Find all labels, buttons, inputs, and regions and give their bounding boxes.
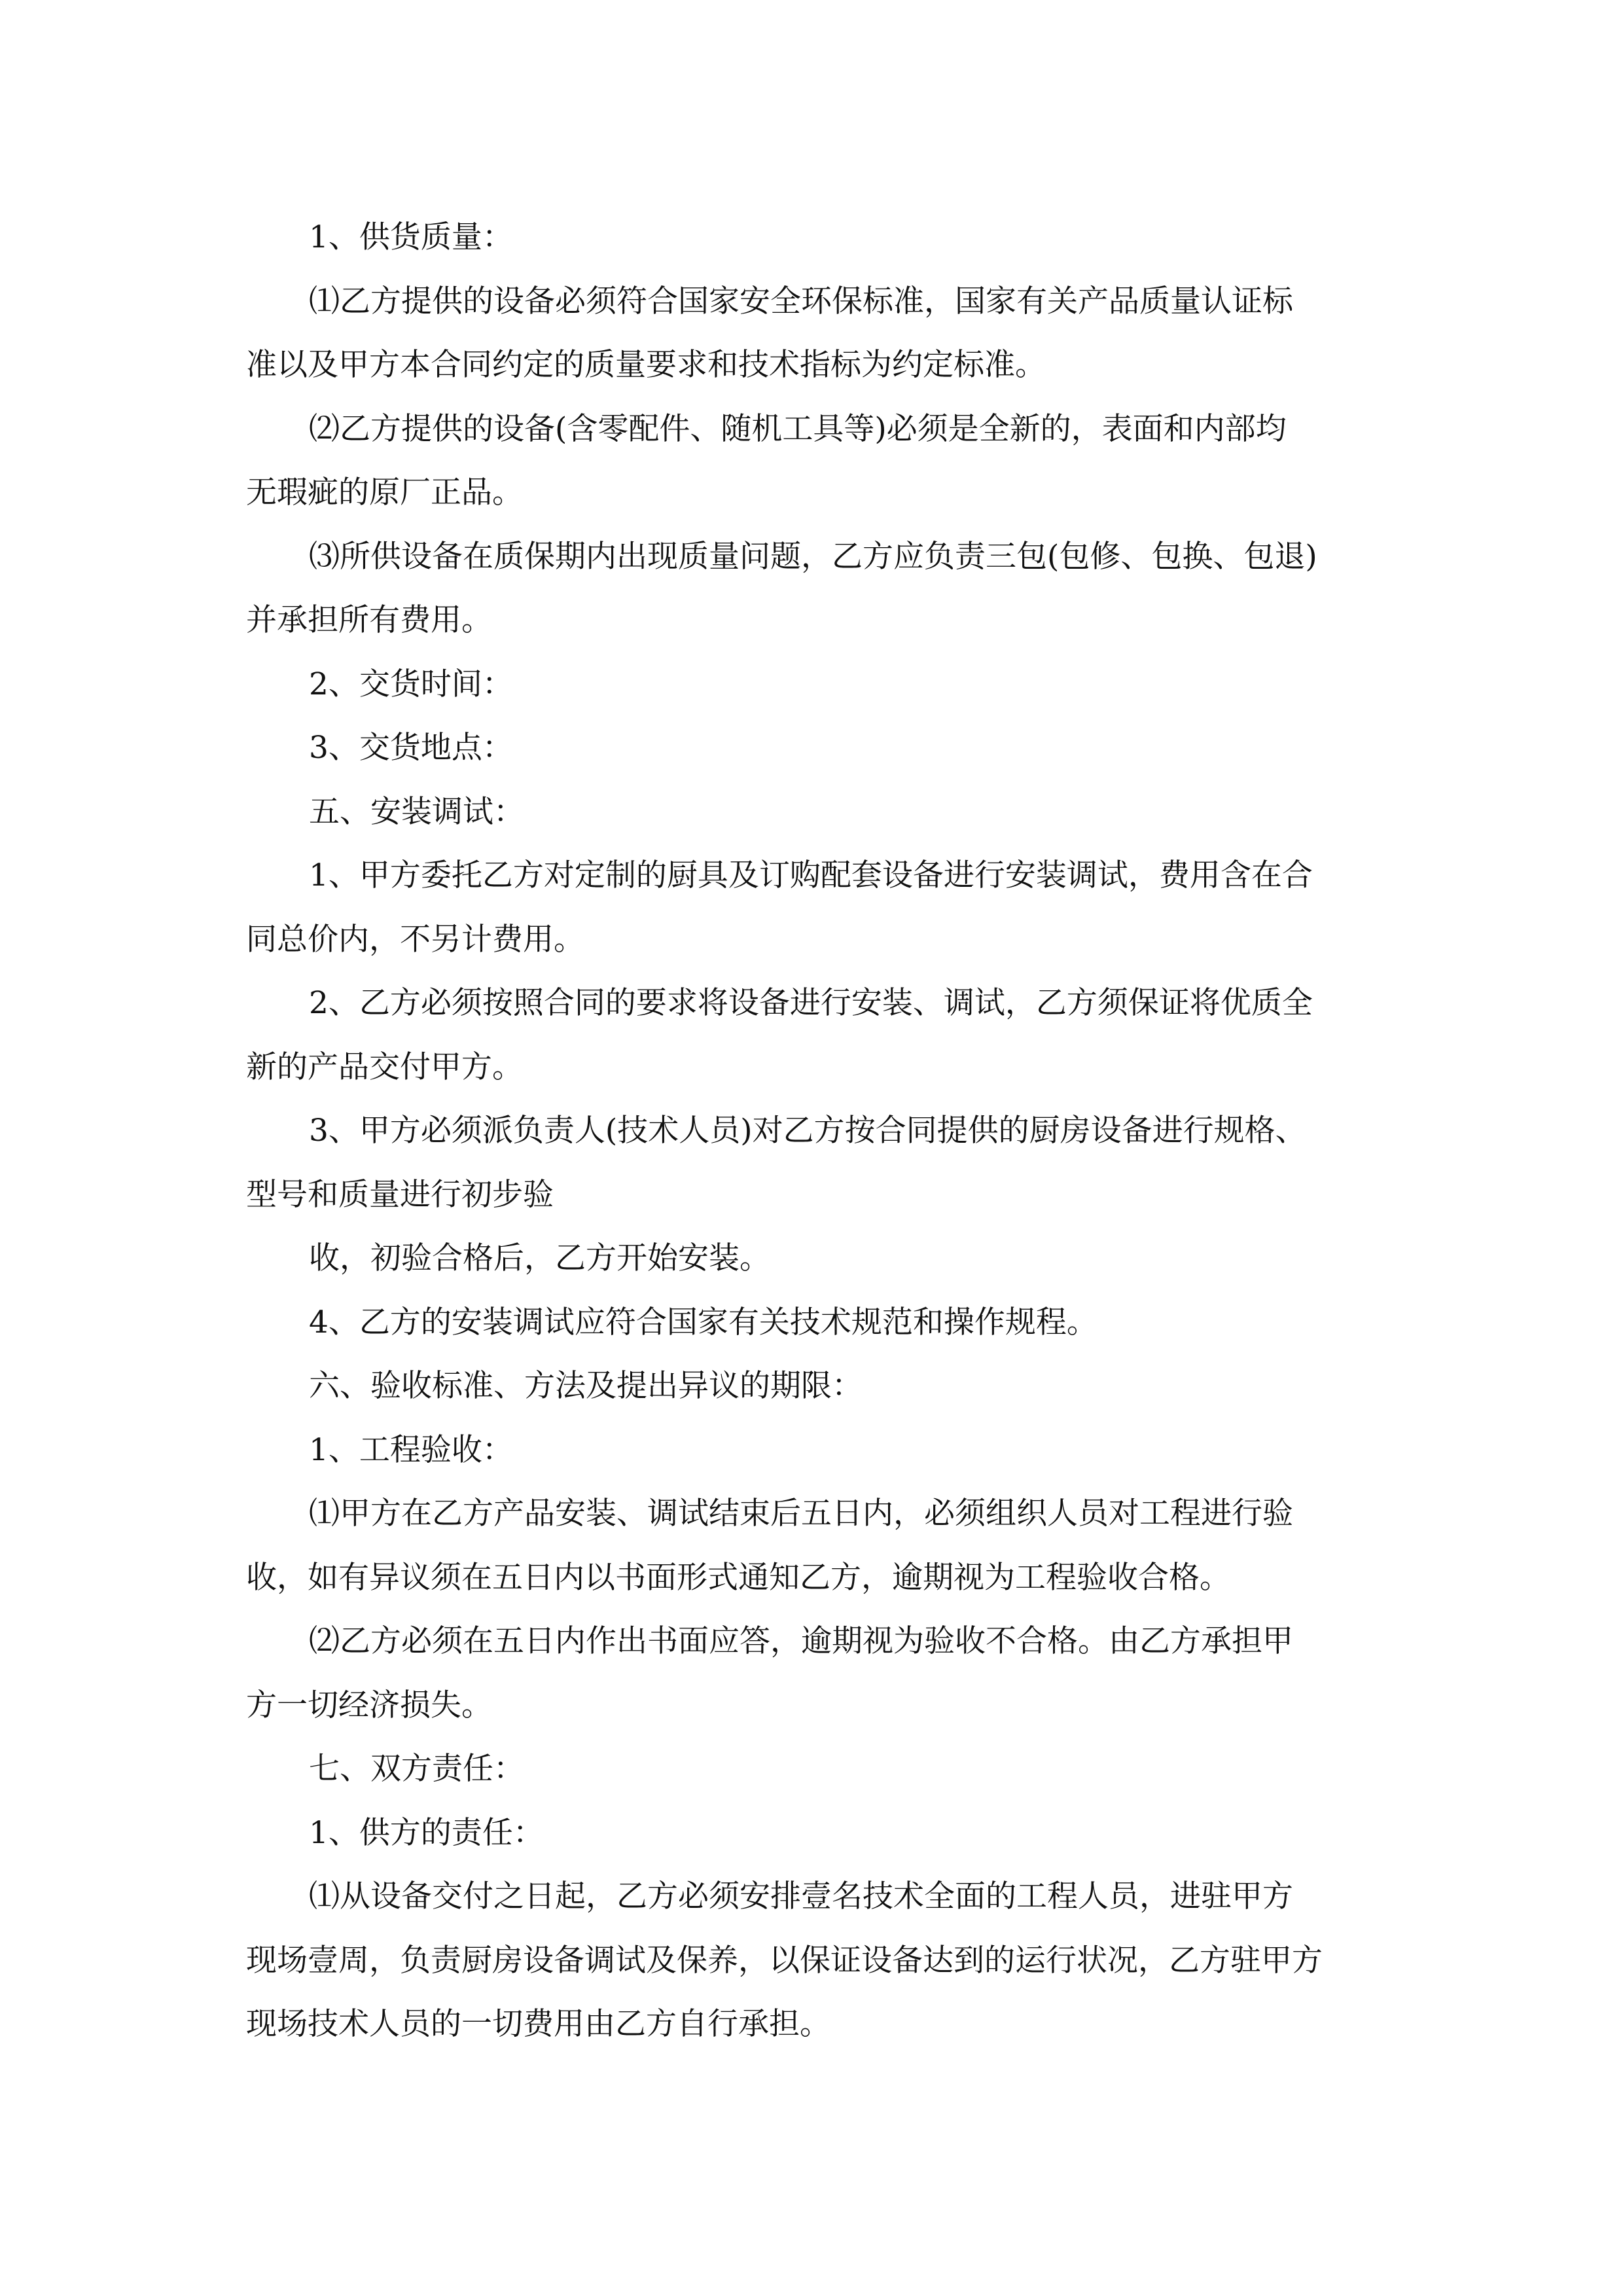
paragraph-line: 型号和质量进行初步验 bbox=[246, 1176, 554, 1213]
paragraph-line: ⑴乙方提供的设备必须符合国家安全环保标准，国家有关产品质量认证标 bbox=[309, 283, 1293, 319]
paragraph-line: 现场壹周，负责厨房设备调试及保养，以保证设备达到的运行状况，乙方驻甲方 bbox=[246, 1942, 1323, 1979]
heading-supply-quality: 1、供货质量： bbox=[309, 219, 513, 255]
heading-project-acceptance: 1、工程验收： bbox=[309, 1431, 513, 1468]
paragraph-line: 2、乙方必须按照合同的要求将设备进行安装、调试，乙方须保证将优质全 bbox=[309, 985, 1313, 1021]
section-heading-responsibilities: 七、双方责任： bbox=[309, 1751, 524, 1787]
paragraph-line: 收，初验合格后，乙方开始安装。 bbox=[309, 1240, 770, 1276]
paragraph-line: 1、甲方委托乙方对定制的厨具及订购配套设备进行安装调试，费用含在合 bbox=[309, 857, 1313, 893]
paragraph-line: 新的产品交付甲方。 bbox=[246, 1049, 523, 1085]
paragraph-line: 并承担所有费用。 bbox=[246, 602, 492, 638]
paragraph-line: 4、乙方的安装调试应符合国家有关技术规范和操作规程。 bbox=[309, 1304, 1097, 1340]
paragraph-line: ⑵乙方提供的设备(含零配件、随机工具等)必须是全新的，表面和内部均 bbox=[309, 410, 1287, 447]
paragraph-line: 收，如有异议须在五日内以书面形式通知乙方，逾期视为工程验收合格。 bbox=[246, 1559, 1230, 1596]
heading-supplier-responsibility: 1、供方的责任： bbox=[309, 1814, 544, 1851]
paragraph-line: ⑴甲方在乙方产品安装、调试结束后五日内，必须组织人员对工程进行验 bbox=[309, 1496, 1293, 1532]
paragraph-line: ⑵乙方必须在五日内作出书面应答，逾期视为验收不合格。由乙方承担甲 bbox=[309, 1623, 1293, 1659]
paragraph-line: 同总价内，不另计费用。 bbox=[246, 921, 584, 958]
heading-delivery-time: 2、交货时间： bbox=[309, 666, 513, 702]
paragraph-line: 无瑕疵的原厂正品。 bbox=[246, 475, 523, 511]
heading-delivery-place: 3、交货地点： bbox=[309, 730, 513, 766]
paragraph-line: 3、甲方必须派负责人(技术人员)对乙方按合同提供的厨房设备进行规格、 bbox=[309, 1113, 1306, 1149]
paragraph-line: 准以及甲方本合同约定的质量要求和技术指标为约定标准。 bbox=[246, 347, 1046, 383]
paragraph-line: ⑴从设备交付之日起，乙方必须安排壹名技术全面的工程人员，进驻甲方 bbox=[309, 1878, 1293, 1914]
paragraph-line: 现场技术人员的一切费用由乙方自行承担。 bbox=[246, 2006, 830, 2042]
paragraph-line: ⑶所供设备在质保期内出现质量问题，乙方应负责三包(包修、包换、包退) bbox=[309, 538, 1317, 575]
section-heading-installation: 五、安装调试： bbox=[309, 793, 524, 830]
paragraph-line: 方一切经济损失。 bbox=[246, 1687, 492, 1723]
section-heading-acceptance: 六、验收标准、方法及提出异议的期限： bbox=[309, 1368, 863, 1404]
document-body bbox=[246, 206, 1377, 2056]
